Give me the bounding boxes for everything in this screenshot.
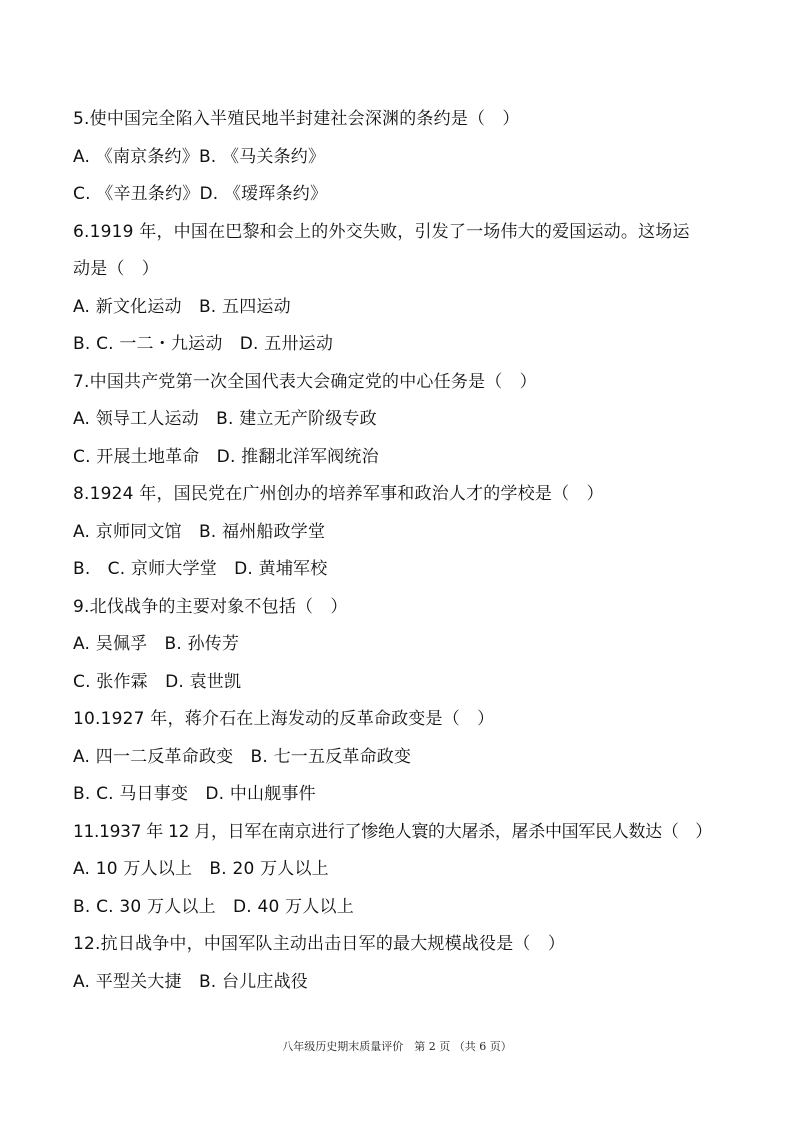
question-5-options-ab: A. 《南京条约》B. 《马关条约》 bbox=[73, 147, 326, 167]
question-6-options-ab: A. 新文化运动 B. 五四运动 bbox=[73, 297, 291, 317]
question-10-options-ab: A. 四一二反革命政变 B. 七一五反革命政变 bbox=[73, 747, 412, 767]
page-footer: 八年级历史期末质量评价 第 2 页 （共 6 页） bbox=[282, 1040, 512, 1053]
question-11-options-ab: A. 10 万人以上 B. 20 万人以上 bbox=[73, 859, 329, 879]
question-6: 6.1919 年，中国在巴黎和会上的外交失败，引发了一场伟大的爱国运动。这场运 bbox=[73, 222, 690, 242]
question-6-options-cd: B. C. 一二・九运动 D. 五卅运动 bbox=[73, 334, 334, 354]
question-5-options-cd: C. 《辛丑条约》D. 《瑷珲条约》 bbox=[73, 184, 328, 204]
question-11-options-cd: B. C. 30 万人以上 D. 40 万人以上 bbox=[73, 897, 354, 917]
question-7-options-ab: A. 领导工人运动 B. 建立无产阶级专政 bbox=[73, 409, 377, 429]
question-9-options-ab: A. 吴佩孚 B. 孙传芳 bbox=[73, 634, 240, 654]
question-12-options-ab: A. 平型关大捷 B. 台儿庄战役 bbox=[73, 972, 309, 992]
question-8-options-ab: A. 京师同文馆 B. 福州船政学堂 bbox=[73, 522, 326, 542]
question-8-options-cd: B. C. 京师大学堂 D. 黄埔军校 bbox=[73, 559, 328, 579]
question-11: 11.1937 年 12 月，日军在南京进行了惨绝人寰的大屠杀，屠杀中国军民人数达（ ） bbox=[73, 822, 712, 842]
question-8: 8.1924 年，国民党在广州创办的培养军事和政治人才的学校是（ ） bbox=[73, 484, 604, 504]
question-7-options-cd: C. 开展土地革命 D. 推翻北洋军阀统治 bbox=[73, 447, 379, 467]
question-5: 5.使中国完全陷入半殖民地半封建社会深渊的条约是（ ） bbox=[73, 109, 520, 129]
question-6-continued: 动是（ ） bbox=[73, 259, 159, 279]
question-12: 12.抗日战争中，中国军队主动出击日军的最大规模战役是（ ） bbox=[73, 934, 566, 954]
question-9-options-cd: C. 张作霖 D. 袁世凯 bbox=[73, 672, 242, 692]
question-7: 7.中国共产党第一次全国代表大会确定党的中心任务是（ ） bbox=[73, 372, 537, 392]
question-9: 9.北伐战争的主要对象不包括（ ） bbox=[73, 597, 348, 617]
question-10: 10.1927 年，蒋介石在上海发动的反革命政变是（ ） bbox=[73, 709, 495, 729]
question-10-options-cd: B. C. 马日事变 D. 中山舰事件 bbox=[73, 784, 316, 804]
